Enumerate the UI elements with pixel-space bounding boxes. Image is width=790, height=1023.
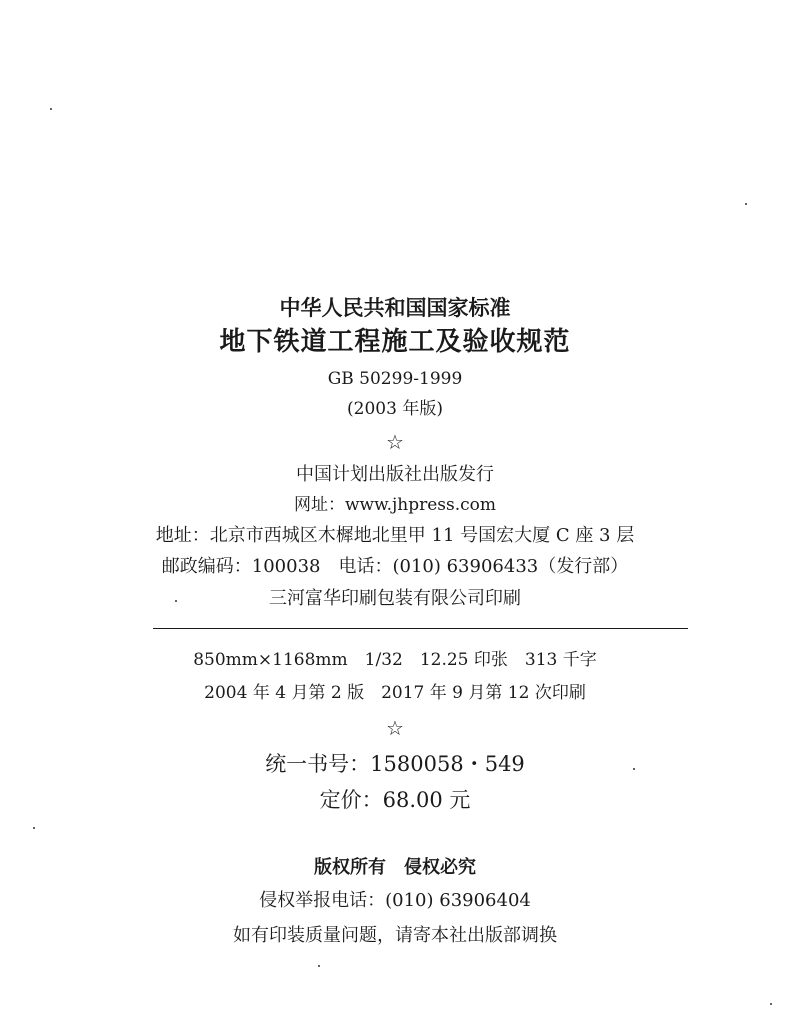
publisher-website: 网址：www.jhpress.com — [293, 495, 497, 515]
scan-speck — [770, 1003, 772, 1005]
report-phone: 侵权举报电话：(010) 63906404 — [259, 890, 531, 911]
price: 定价：68.00 元 — [319, 788, 471, 812]
standard-edition: (2003 年版) — [347, 399, 443, 419]
divider-rule — [153, 628, 688, 629]
printer-line: 三河富华印刷包装有限公司印刷 — [269, 588, 521, 609]
publisher-line: 中国计划出版社出版发行 — [296, 464, 494, 485]
print-line: 2004 年 4 月第 2 版 2017 年 9 月第 12 次印刷 — [204, 683, 586, 703]
star-outline-icon: ☆ — [386, 430, 404, 454]
publisher-postal-phone: 邮政编码：100038 电话：(010) 63906433（发行部） — [161, 556, 629, 577]
star-outline-icon: ☆ — [386, 716, 404, 740]
scan-speck — [745, 203, 747, 205]
standard-title: 地下铁道工程施工及验收规范 — [219, 327, 571, 357]
format-line: 850mm×1168mm 1/32 12.25 印张 313 千字 — [193, 650, 597, 670]
book-number: 统一书号：1580058・549 — [265, 752, 525, 776]
quality-note: 如有印装质量问题，请寄本社出版部调换 — [233, 925, 557, 946]
standard-code: GB 50299-1999 — [327, 369, 463, 389]
standard-series: 中华人民共和国国家标准 — [279, 295, 511, 320]
scan-speck — [50, 108, 52, 110]
copyright-notice: 版权所有 侵权必究 — [314, 857, 476, 878]
scan-speck — [633, 768, 635, 770]
publisher-address: 地址：北京市西城区木樨地北里甲 11 号国宏大厦 C 座 3 层 — [155, 525, 635, 546]
scan-speck — [33, 827, 35, 829]
scan-speck — [175, 600, 177, 602]
scan-speck — [318, 965, 320, 967]
